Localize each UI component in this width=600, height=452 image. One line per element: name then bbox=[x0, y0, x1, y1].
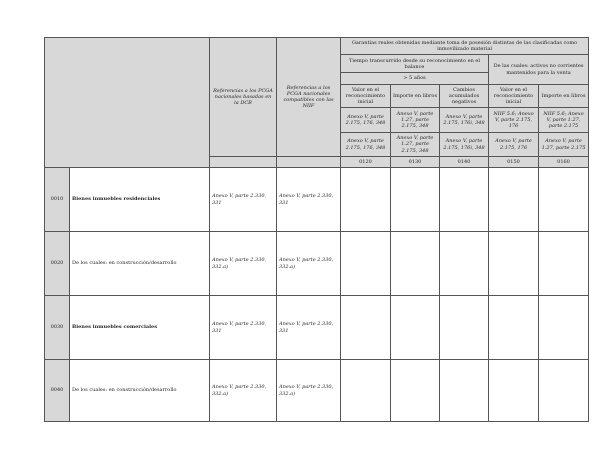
row-code: 0040 bbox=[45, 360, 70, 422]
cell-0010-0120[interactable] bbox=[341, 168, 391, 232]
cell-0040-0120[interactable] bbox=[341, 360, 391, 422]
row-code: 0020 bbox=[45, 232, 70, 296]
cell-0030-0140[interactable] bbox=[440, 296, 489, 360]
cell-0030-0130[interactable] bbox=[391, 296, 440, 360]
col-label-0120: Valor en el reconocimiento inicial bbox=[341, 84, 391, 108]
cell-0010-0130[interactable] bbox=[391, 168, 440, 232]
code-spacer-local bbox=[210, 156, 277, 167]
row-code: 0010 bbox=[45, 168, 70, 232]
row-ref-local: Anexo V, parte 2.330, 332.a) bbox=[210, 232, 277, 296]
cell-0020-0120[interactable] bbox=[341, 232, 391, 296]
table-row bbox=[45, 232, 589, 296]
row-ref-local: Anexo V, parte 2.330, 331 bbox=[210, 168, 277, 232]
cell-0020-0160[interactable] bbox=[539, 232, 589, 296]
header-time-title: Tiempo transcurrido desde su reconocimiento en el balance bbox=[341, 55, 489, 73]
cell-0040-0150[interactable] bbox=[489, 360, 539, 422]
table-row bbox=[45, 296, 589, 360]
row-code: 0030 bbox=[45, 296, 70, 360]
col-code-0150: 0150 bbox=[489, 156, 539, 167]
header-ref-niif: Referencias a los PCGA nacionales compatibles con las NIIF bbox=[277, 38, 341, 157]
row-ref-niif: Anexo V, parte 2.330, 332.a) bbox=[277, 232, 341, 296]
code-spacer-niif bbox=[277, 156, 341, 167]
col-ref-local-0140: Anexo V, parte 2.175, 176i, 348 bbox=[440, 133, 489, 157]
col-code-0130: 0130 bbox=[391, 156, 440, 167]
cell-0010-0150[interactable] bbox=[489, 168, 539, 232]
row-ref-local: Anexo V, parte 2.330, 332.a) bbox=[210, 360, 277, 422]
cell-0030-0160[interactable] bbox=[539, 296, 589, 360]
col-label-0140: Cambios acumulados negativos bbox=[440, 84, 489, 108]
col-code-0140: 0140 bbox=[440, 156, 489, 167]
cell-0030-0120[interactable] bbox=[341, 296, 391, 360]
col-ref-local-0120: Anexo V, parte 2.175, 176, 348 bbox=[341, 133, 391, 157]
cell-0020-0140[interactable] bbox=[440, 232, 489, 296]
col-label-0150: Valor en el reconocimiento inicial bbox=[489, 84, 539, 108]
col-code-0160: 0160 bbox=[539, 156, 589, 167]
col-ref-local-0130: Anexo V, parte 1.27, parte 2.175, 348 bbox=[391, 133, 440, 157]
col-ref-niif-0150: NIIF 5.6; Anexo V, parte 2.175, 176 bbox=[489, 108, 539, 133]
header-gt5: > 5 años bbox=[341, 73, 489, 84]
cell-0040-0130[interactable] bbox=[391, 360, 440, 422]
row-ref-niif: Anexo V, parte 2.330, 332.a) bbox=[277, 360, 341, 422]
row-ref-local: Anexo V, parte 2.330, 331 bbox=[210, 296, 277, 360]
col-label-0130: Importe en libros bbox=[391, 84, 440, 108]
col-ref-niif-0140: Anexo V, parte 2.175, 176i, 348 bbox=[440, 108, 489, 133]
cell-0010-0160[interactable] bbox=[539, 168, 589, 232]
header-group-title: Garantías reales obtenidas mediante toma de posesión distintas de las clasificadas como inmovilizado material bbox=[341, 38, 589, 55]
header-ref-local: Referencias a los PCGA nacionales basadas en la DCB bbox=[210, 38, 277, 157]
col-ref-niif-0120: Anexo V, parte 2.175, 176, 348 bbox=[341, 108, 391, 133]
col-ref-niif-0130: Anexo V, parte 1.27, parte 2.175, 348 bbox=[391, 108, 440, 133]
col-label-0160: Importe en libros bbox=[539, 84, 589, 108]
row-label: Bienes inmuebles comerciales bbox=[70, 296, 210, 360]
row-ref-niif: Anexo V, parte 2.330, 331 bbox=[277, 296, 341, 360]
col-ref-niif-0160: NIIF 5.6; Anexo V, parte 1.27, parte 2.175 bbox=[539, 108, 589, 133]
corner-cell bbox=[45, 38, 210, 168]
col-code-0120: 0120 bbox=[341, 156, 391, 167]
foreclosed-collateral-table bbox=[44, 37, 589, 422]
cell-0040-0140[interactable] bbox=[440, 360, 489, 422]
row-label: De los cuales: en construcción/desarrollo bbox=[70, 232, 210, 296]
cell-0020-0150[interactable] bbox=[489, 232, 539, 296]
cell-0020-0130[interactable] bbox=[391, 232, 440, 296]
row-label: Bienes inmuebles residenciales bbox=[70, 168, 210, 232]
row-label: De los cuales: en construcción/desarrollo bbox=[70, 360, 210, 422]
header-held-title: De las cuales: activos no corrientes mantenidos para la venta bbox=[489, 55, 589, 84]
row-ref-niif: Anexo V, parte 2.330, 331 bbox=[277, 168, 341, 232]
table-row bbox=[45, 360, 589, 422]
cell-0030-0150[interactable] bbox=[489, 296, 539, 360]
cell-0010-0140[interactable] bbox=[440, 168, 489, 232]
cell-0040-0160[interactable] bbox=[539, 360, 589, 422]
col-ref-local-0160: Anexo V, parte 1.27, parte 2.175 bbox=[539, 133, 589, 157]
col-ref-local-0150: Anexo V, parte 2.175, 176 bbox=[489, 133, 539, 157]
table-row bbox=[45, 168, 589, 232]
